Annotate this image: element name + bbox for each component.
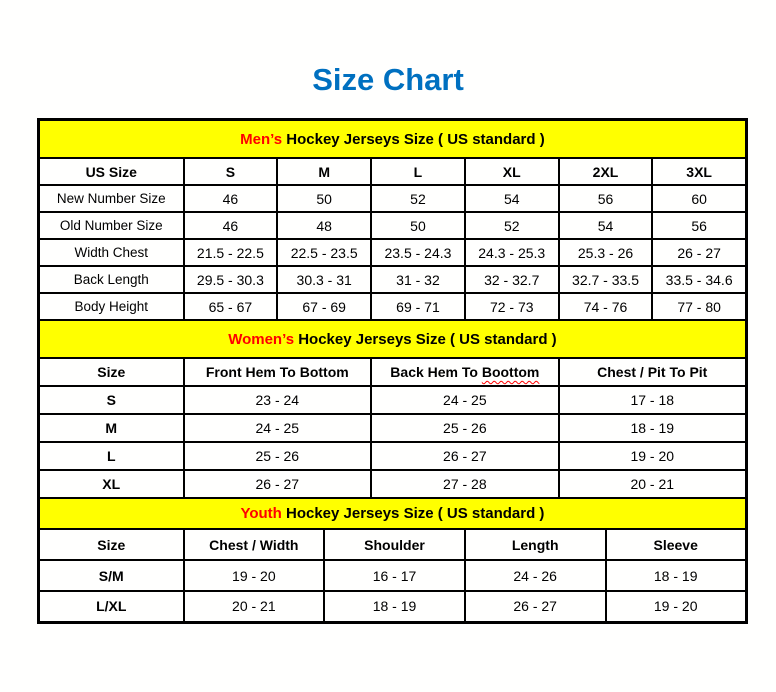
women-banner: [39, 320, 747, 358]
value-cell: 25 - 26: [371, 414, 559, 442]
men-banner-row: [39, 120, 747, 159]
value-cell: 29.5 - 30.3: [184, 266, 278, 293]
misspelled-word: Boottom: [481, 364, 540, 380]
value-cell: 33.5 - 34.6: [652, 266, 746, 293]
women-data-row: [39, 386, 747, 414]
value-cell: 60: [652, 185, 746, 212]
value-cell: 23.5 - 24.3: [371, 239, 465, 266]
row-label-cell: S/M: [39, 560, 184, 591]
row-label-cell: L: [39, 442, 184, 470]
size-chart-table: [37, 118, 748, 624]
value-cell: 48: [277, 212, 371, 239]
value-cell: 18 - 19: [606, 560, 747, 591]
value-cell: 65 - 67: [184, 293, 278, 320]
value-cell: 74 - 76: [559, 293, 653, 320]
men-header-cell: US Size: [39, 158, 184, 185]
value-cell: 30.3 - 31: [277, 266, 371, 293]
men-banner-accent: Men’s: [240, 130, 283, 148]
men-banner: [39, 120, 747, 159]
value-cell: 26 - 27: [371, 442, 559, 470]
men-header-cell: 3XL: [652, 158, 746, 185]
value-cell: 26 - 27: [652, 239, 746, 266]
value-cell: 19 - 20: [559, 442, 747, 470]
value-cell: 24 - 26: [465, 560, 606, 591]
value-cell: 52: [465, 212, 559, 239]
value-cell: 32.7 - 33.5: [559, 266, 653, 293]
women-header-row: [39, 358, 747, 386]
value-cell: 26 - 27: [184, 470, 372, 498]
youth-header-cell: Length: [465, 529, 606, 560]
page-title: Size Chart: [312, 62, 464, 97]
row-label-cell: New Number Size: [39, 185, 184, 212]
youth-header-cell: Sleeve: [606, 529, 747, 560]
value-cell: 54: [465, 185, 559, 212]
value-cell: 19 - 20: [184, 560, 325, 591]
value-cell: 56: [559, 185, 653, 212]
value-cell: 46: [184, 185, 278, 212]
value-cell: 23 - 24: [184, 386, 372, 414]
value-cell: 26 - 27: [465, 591, 606, 622]
value-cell: 24 - 25: [184, 414, 372, 442]
value-cell: 18 - 19: [559, 414, 747, 442]
women-banner-accent: Women’s: [228, 330, 295, 348]
value-cell: 72 - 73: [465, 293, 559, 320]
value-cell: 20 - 21: [559, 470, 747, 498]
value-cell: 19 - 20: [606, 591, 747, 622]
youth-banner-row: [39, 498, 747, 529]
youth-data-row: [39, 560, 747, 591]
men-data-row: [39, 293, 747, 320]
value-cell: 27 - 28: [371, 470, 559, 498]
row-label-cell: Width Chest: [39, 239, 184, 266]
value-cell: 24 - 25: [371, 386, 559, 414]
women-banner-text: Hockey Jerseys Size ( US standard ): [294, 330, 557, 348]
value-cell: 25 - 26: [184, 442, 372, 470]
youth-header-cell: Chest / Width: [184, 529, 325, 560]
row-label-cell: Back Length: [39, 266, 184, 293]
youth-header-cell: Size: [39, 529, 184, 560]
men-data-row: [39, 266, 747, 293]
youth-header-cell: Shoulder: [324, 529, 465, 560]
women-header-cell: Front Hem To Bottom: [184, 358, 372, 386]
men-data-row: [39, 185, 747, 212]
value-cell: 24.3 - 25.3: [465, 239, 559, 266]
value-cell: 50: [371, 212, 465, 239]
value-cell: 56: [652, 212, 746, 239]
men-banner-text: Hockey Jerseys Size ( US standard ): [282, 130, 545, 148]
women-banner-row: [39, 320, 747, 358]
women-header-cell: [371, 358, 559, 386]
youth-banner-accent: Youth: [240, 505, 282, 522]
value-cell: 31 - 32: [371, 266, 465, 293]
value-cell: 50: [277, 185, 371, 212]
row-label-cell: S: [39, 386, 184, 414]
row-label-cell: M: [39, 414, 184, 442]
men-header-cell: 2XL: [559, 158, 653, 185]
value-cell: 17 - 18: [559, 386, 747, 414]
value-cell: 20 - 21: [184, 591, 325, 622]
women-header-cell: Chest / Pit To Pit: [559, 358, 747, 386]
women-data-row: [39, 442, 747, 470]
value-cell: 69 - 71: [371, 293, 465, 320]
row-label-cell: XL: [39, 470, 184, 498]
value-cell: 25.3 - 26: [559, 239, 653, 266]
men-data-row: [39, 239, 747, 266]
header-text: Back Hem To: [390, 364, 482, 380]
men-header-cell: M: [277, 158, 371, 185]
men-header-row: [39, 158, 747, 185]
men-header-cell: XL: [465, 158, 559, 185]
value-cell: 16 - 17: [324, 560, 465, 591]
youth-header-row: [39, 529, 747, 560]
women-data-row: [39, 470, 747, 498]
value-cell: 54: [559, 212, 653, 239]
women-data-row: [39, 414, 747, 442]
value-cell: 46: [184, 212, 278, 239]
value-cell: 32 - 32.7: [465, 266, 559, 293]
value-cell: 22.5 - 23.5: [277, 239, 371, 266]
men-data-row: [39, 212, 747, 239]
men-header-cell: S: [184, 158, 278, 185]
row-label-cell: L/XL: [39, 591, 184, 622]
row-label-cell: Old Number Size: [39, 212, 184, 239]
row-label-cell: Body Height: [39, 293, 184, 320]
value-cell: 77 - 80: [652, 293, 746, 320]
youth-banner: [39, 498, 747, 529]
youth-data-row: [39, 591, 747, 622]
men-header-cell: L: [371, 158, 465, 185]
value-cell: 18 - 19: [324, 591, 465, 622]
youth-banner-text: Hockey Jerseys Size ( US standard ): [281, 505, 545, 522]
value-cell: 67 - 69: [277, 293, 371, 320]
value-cell: 21.5 - 22.5: [184, 239, 278, 266]
value-cell: 52: [371, 185, 465, 212]
women-header-cell: Size: [39, 358, 184, 386]
